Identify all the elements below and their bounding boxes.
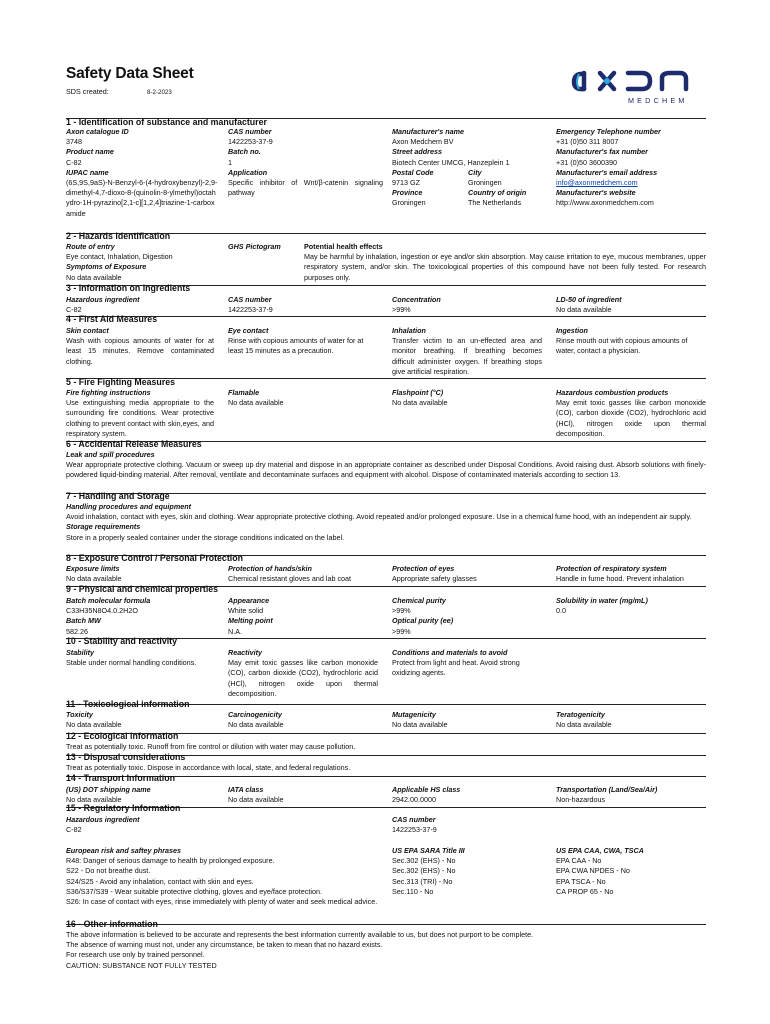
other-info-line: For research use only by trained personnel. bbox=[66, 950, 205, 960]
fire-instructions-label: Fire fighting instructions bbox=[66, 388, 151, 397]
section-3-col-2 bbox=[228, 295, 273, 315]
sara-line: Sec.313 (TRI) - No bbox=[392, 876, 453, 886]
section-6-heading: 6 - Accidental Release Measures bbox=[66, 439, 202, 449]
section-8-col-4 bbox=[556, 564, 684, 584]
section-1-col-1 bbox=[66, 127, 221, 219]
catalogue-value: 3748 bbox=[66, 137, 82, 147]
handling-value: Avoid inhalation, contact with eyes, skin and clothing. Wear appropriate protective clothing. Avoid repeated and/or prolonged exposure. Use in a chemical fume hood, with an independent air supply. bbox=[66, 512, 692, 522]
product-name-value: C-82 bbox=[66, 157, 82, 167]
respiratory-value: Handle in fume hood. Prevent inhalation bbox=[556, 574, 684, 584]
section-8-col-1 bbox=[66, 564, 122, 584]
carcinogenicity-label: Carcinogenicity bbox=[228, 710, 282, 719]
application-label: Application bbox=[228, 167, 268, 177]
manufacturer-label: Manufacturer's name bbox=[392, 127, 465, 136]
leak-value: Wear appropriate protective clothing. Vacuum or sweep up dry material and dispose in an appropriate container as described under Disposal Conditions. Avoid raising dust. Absorb solutions with finely-powdered liquid-binding material. After removal, ventilate and decontaminate surfaces and equipment with alcohol. Dispose of contaminated materials according to section 13. bbox=[66, 460, 706, 480]
caa-block bbox=[556, 846, 644, 897]
hands-value: Chemical resistant gloves and lab coat bbox=[228, 574, 352, 584]
optical-purity-value: >99% bbox=[392, 626, 411, 636]
street-label: Street address bbox=[392, 147, 442, 157]
section-4-col-4 bbox=[556, 326, 708, 357]
section-7-body bbox=[66, 502, 706, 543]
mutagenicity-label: Mutagenicity bbox=[392, 710, 436, 719]
section-16-body bbox=[66, 930, 533, 971]
section-5-col-3 bbox=[392, 388, 448, 408]
sds-created-value: 8-2-2023 bbox=[147, 89, 172, 96]
optical-purity-label: Optical purity (ee) bbox=[392, 616, 454, 626]
fax-value: +31 (0)50 3600390 bbox=[556, 157, 617, 167]
catalogue-label: Axon catalogue ID bbox=[66, 127, 129, 136]
eye-contact-label: Eye contact bbox=[228, 326, 269, 335]
reg-cas-value: 1422253-37-9 bbox=[392, 825, 437, 835]
fire-instructions-value: Use extinguishing media appropriate to the surrounding fire conditions. Wear protective clothing to prevent contact with skin,eyes, and respiratory system. bbox=[66, 398, 214, 438]
product-name-label: Product name bbox=[66, 147, 114, 157]
section-12-heading: 12 - Ecological information bbox=[66, 731, 179, 741]
hs-value: 2942.00.0000 bbox=[392, 795, 436, 805]
page-title: Safety Data Sheet bbox=[66, 65, 194, 82]
stability-label: Stability bbox=[66, 648, 94, 657]
skin-contact-label: Skin contact bbox=[66, 326, 109, 335]
section-10-heading: 10 - Stability and reactivity bbox=[66, 636, 177, 646]
effects-label: Potential health effects bbox=[304, 242, 383, 251]
ld50-label: LD-50 of ingredient bbox=[556, 295, 622, 304]
section-3-heading: 3 - Information on ingredients bbox=[66, 283, 191, 293]
route-value: Eye contact, Inhalation, Digestion bbox=[66, 252, 173, 262]
reactivity-label: Reactivity bbox=[228, 648, 262, 657]
hazardous-label: Hazardous ingredient bbox=[66, 295, 140, 304]
section-6-body bbox=[66, 450, 706, 481]
combustion-label: Hazardous combustion products bbox=[556, 388, 669, 397]
section-1-heading: 1 - Identification of substance and manufacturer bbox=[66, 117, 267, 127]
section-3-col-3 bbox=[392, 295, 441, 315]
section-3-col-4 bbox=[556, 295, 622, 315]
batch-value: 1 bbox=[228, 157, 232, 167]
dot-value: No data available bbox=[66, 795, 122, 805]
emergency-value: +31 (0)50 311 8007 bbox=[556, 137, 619, 147]
iupac-value: (6S,9S,9aS)-N-Benzyl-6-(4-hydroxybenzyl)-2,9-dimethyl-4,7-dioxo-8-(quinolin-8-ylmethyl)octahydro-1H-pyrazino[2,1-c][1,2,4]triazine-1-carboxamide bbox=[66, 178, 218, 218]
other-info-line: CAUTION: SUBSTANCE NOT FULLY TESTED bbox=[66, 960, 217, 970]
iata-label: IATA class bbox=[228, 785, 264, 794]
sara-label: US EPA SARA Title III bbox=[392, 846, 465, 855]
section-9-col-4 bbox=[556, 596, 648, 616]
website-value[interactable]: http://www.axonmedchem.com bbox=[556, 198, 654, 208]
dot-label: (US) DOT shipping name bbox=[66, 785, 151, 794]
section-10-col-1 bbox=[66, 648, 196, 668]
symptoms-value: No data available bbox=[66, 272, 122, 282]
application-value: Specific inhibitor of Wnt/β-catenin signaling pathway bbox=[228, 178, 383, 198]
city-value: Groningen bbox=[468, 177, 502, 187]
section-8-col-2 bbox=[228, 564, 351, 584]
phrase-line: S24/S25 - Avoid any inhalation, contact with skin and eyes. bbox=[66, 876, 254, 886]
section-2-col-1 bbox=[66, 242, 226, 283]
phrase-line: S26: In case of contact with eyes, rinse immediately with plenty of water and seek medical advice. bbox=[66, 897, 378, 907]
reg-cas-label: CAS number bbox=[392, 815, 436, 824]
section-14-col-3 bbox=[392, 785, 460, 805]
section-15-col-3 bbox=[392, 815, 437, 835]
ghs-pictogram-label: GHS Pictogram bbox=[228, 242, 281, 251]
divider bbox=[66, 316, 706, 317]
caa-line: EPA TSCA - No bbox=[556, 876, 606, 886]
section-9-col-2 bbox=[228, 596, 273, 637]
exposure-limits-value: No data available bbox=[66, 574, 122, 584]
ld50-value: No data available bbox=[556, 305, 612, 315]
appearance-value: White solid bbox=[228, 606, 264, 616]
combustion-value: May emit toxic gasses like carbon monoxide (CO), carbon dioxide (CO2), hydrochloric acid (HCl), nitrogen oxide upon thermal decomposition. bbox=[556, 398, 706, 438]
mw-value: 582.26 bbox=[66, 626, 88, 636]
hands-label: Protection of hands/skin bbox=[228, 564, 312, 573]
ingestion-label: Ingestion bbox=[556, 326, 588, 335]
teratogenicity-value: No data available bbox=[556, 720, 612, 730]
ingestion-value: Rinse mouth out with copious amounts of water, contact a physician. bbox=[556, 336, 688, 356]
ecological-value: Treat as potentially toxic. Runoff from fire control or dilution with water may cause pollution. bbox=[66, 742, 356, 751]
reactivity-value: May emit toxic gasses like carbon monoxide (CO), carbon dioxide (CO2), hydrochloric acid (HCl), nitrogen oxide upon thermal decomposition. bbox=[228, 658, 378, 698]
concentration-value: >99% bbox=[392, 305, 411, 315]
sara-line: Sec.110 - No bbox=[392, 886, 434, 896]
sds-created-label: SDS created: bbox=[66, 87, 109, 96]
caa-line: EPA CAA - No bbox=[556, 856, 602, 866]
respiratory-label: Protection of respiratory system bbox=[556, 564, 667, 573]
flashpoint-label: Flashpoint (°C) bbox=[392, 388, 444, 397]
email-label: Manufacturer's email address bbox=[556, 167, 658, 177]
section-7-heading: 7 - Handling and Storage bbox=[66, 491, 170, 501]
caa-line: EPA CWA NPDES - No bbox=[556, 866, 630, 876]
city-label: City bbox=[468, 167, 482, 177]
flamable-value: No data available bbox=[228, 398, 284, 408]
transport-label: Transportation (Land/Sea/Air) bbox=[556, 785, 658, 794]
sara-line: Sec.302 (EHS) - No bbox=[392, 856, 456, 866]
section-15-heading: 15 - Regulatory Information bbox=[66, 803, 181, 813]
section-1-col-3 bbox=[392, 127, 552, 208]
symptoms-label: Symptoms of Exposure bbox=[66, 262, 147, 272]
solubility-value: 0.0 bbox=[556, 606, 566, 616]
transport-value: Non-hazardous bbox=[556, 795, 606, 805]
section-5-col-1 bbox=[66, 388, 214, 439]
eyes-value: Appropriate safety glasses bbox=[392, 574, 477, 584]
section-9-col-3 bbox=[392, 596, 453, 637]
section-9-col-1 bbox=[66, 596, 150, 637]
section-11-col-4 bbox=[556, 710, 612, 730]
section-10-col-2 bbox=[228, 648, 378, 699]
avoid-label: Conditions and materials to avoid bbox=[392, 648, 508, 657]
storage-value: Store in a properly sealed container under the storage conditions indicated on the label. bbox=[66, 532, 345, 542]
toxicity-label: Toxicity bbox=[66, 710, 93, 719]
caa-line: CA PROP 65 - No bbox=[556, 886, 614, 896]
section-4-col-2 bbox=[228, 326, 380, 357]
leak-label: Leak and spill procedures bbox=[66, 450, 155, 459]
section-4-col-3 bbox=[392, 326, 542, 377]
section-1-col-2 bbox=[228, 127, 383, 198]
appearance-label: Appearance bbox=[228, 596, 270, 605]
concentration-label: Concentration bbox=[392, 295, 441, 304]
iupac-label: IUPAC name bbox=[66, 167, 109, 177]
country-value: The Netherlands bbox=[468, 197, 522, 207]
reg-hazardous-label: Hazardous ingredient bbox=[66, 815, 140, 824]
other-info-line: The absence of warning must not, under any circumstance, be taken to mean that no hazard exists. bbox=[66, 940, 383, 950]
section-8-col-3 bbox=[392, 564, 477, 584]
street-value: Biotech Center UMCG, Hanzeplein 1 bbox=[392, 157, 510, 167]
logo-subtext: MEDCHEM bbox=[628, 96, 688, 105]
toxicity-value: No data available bbox=[66, 720, 122, 730]
section-13-heading: 13 - Disposal considerations bbox=[66, 752, 186, 762]
stability-value: Stable under normal handling conditions. bbox=[66, 658, 197, 668]
disposal-value: Treat as potentially toxic. Dispose in accordance with local, state, and federal regulations. bbox=[66, 763, 351, 772]
section-5-col-4 bbox=[556, 388, 706, 439]
manufacturer-value: Axon Medchem BV bbox=[392, 137, 454, 147]
section-15-col-1 bbox=[66, 815, 139, 835]
phrases-label: European risk and saftey phrases bbox=[66, 846, 182, 855]
cas-value: 1422253-37-9 bbox=[228, 305, 273, 315]
phrase-line: S22 - Do not breathe dust. bbox=[66, 866, 151, 876]
axon-logo-icon bbox=[570, 60, 710, 106]
section-9-heading: 9 - Physical and chemical properties bbox=[66, 584, 219, 594]
mw-label: Batch MW bbox=[66, 616, 101, 626]
section-11-col-3 bbox=[392, 710, 448, 730]
teratogenicity-label: Teratogenicity bbox=[556, 710, 605, 719]
province-value: Groningen bbox=[392, 197, 426, 207]
section-4-heading: 4 - First Aid Measures bbox=[66, 314, 158, 324]
solubility-label: Solubility in water (mg/mL) bbox=[556, 596, 648, 605]
section-5-heading: 5 - Fire Fighting Measures bbox=[66, 377, 176, 387]
formula-label: Batch molecular formula bbox=[66, 596, 151, 605]
email-link[interactable]: info@axonmedchem.com bbox=[556, 178, 638, 188]
section-14-col-2 bbox=[228, 785, 284, 805]
carcinogenicity-value: No data available bbox=[228, 720, 284, 730]
flamable-label: Flamable bbox=[228, 388, 260, 397]
section-8-heading: 8 - Exposure Control / Personal Protection bbox=[66, 553, 243, 563]
section-16-heading: 16 - Other information bbox=[66, 919, 158, 929]
effects-value: May be harmful by inhalation, ingestion or eye and/or skin absorption. May cause irritation to eye, mucous membranes, upper respiratory system, and/or skin. The toxicological properties of this compound have not been fully tested. For research purposes only. bbox=[304, 252, 706, 282]
avoid-value: Protect from light and heat. Avoid strong oxidizing agents. bbox=[392, 658, 520, 678]
section-2-col-3 bbox=[304, 242, 706, 283]
website-label: Manufacturer's website bbox=[556, 188, 636, 198]
phrases-block bbox=[66, 846, 377, 907]
formula-value: C33H35N8O4.0.2H2O bbox=[66, 606, 138, 616]
purity-value: >99% bbox=[392, 606, 411, 616]
section-3-col-1 bbox=[66, 295, 139, 315]
postal-value: 9713 GZ bbox=[392, 177, 420, 187]
country-label: Country of origin bbox=[468, 187, 527, 197]
phrase-line: S36/S37/S39 - Wear suitable protective clothing, gloves and eye/face protection. bbox=[66, 886, 322, 896]
axon-logo bbox=[570, 60, 710, 106]
section-10-col-3 bbox=[392, 648, 542, 679]
eye-contact-value: Rinse with copious amounts of water for at least 15 minutes as a precaution. bbox=[228, 336, 364, 356]
route-label: Route of entry bbox=[66, 242, 115, 251]
batch-label: Batch no. bbox=[228, 147, 261, 157]
section-14-heading: 14 - Transport Information bbox=[66, 773, 175, 783]
phrase-line: R48: Danger of serious damage to health by prolonged exposure. bbox=[66, 856, 275, 866]
reg-hazardous-value: C-82 bbox=[66, 825, 82, 835]
fax-label: Manufacturer's fax number bbox=[556, 147, 648, 157]
section-5-col-2 bbox=[228, 388, 284, 408]
handling-label: Handling procedures and equipment bbox=[66, 502, 191, 511]
section-11-heading: 11 - Toxicological information bbox=[66, 699, 190, 709]
cas-label: CAS number bbox=[228, 295, 272, 304]
province-label: Province bbox=[392, 187, 423, 197]
iata-value: No data available bbox=[228, 795, 284, 805]
melting-point-value: N.A. bbox=[228, 626, 242, 636]
section-11-col-1 bbox=[66, 710, 122, 730]
cas-label: CAS number bbox=[228, 127, 272, 136]
section-14-col-4 bbox=[556, 785, 657, 805]
purity-label: Chemical purity bbox=[392, 596, 446, 605]
caa-label: US EPA CAA, CWA, TSCA bbox=[556, 846, 644, 855]
hs-label: Applicable HS class bbox=[392, 785, 461, 794]
hazardous-value: C-82 bbox=[66, 305, 82, 315]
sara-block bbox=[392, 846, 465, 897]
section-4-col-1 bbox=[66, 326, 214, 367]
inhalation-value: Transfer victim to an un-effected area and monitor breathing. If breathing becomes difficult administer oxygen. If breathing stops give artificial respiration. bbox=[392, 336, 542, 376]
section-2-heading: 2 - Hazards identification bbox=[66, 231, 171, 241]
skin-contact-value: Wash with copious amounts of water for at least 15 minutes. Remove contaminated clothing. bbox=[66, 336, 214, 366]
eyes-label: Protection of eyes bbox=[392, 564, 455, 573]
postal-label: Postal Code bbox=[392, 167, 434, 177]
section-1-col-4 bbox=[556, 127, 716, 209]
other-info-line: The above information is believed to be accurate and represents the best information currently available to us, but does not purport to be complete. bbox=[66, 930, 534, 939]
mutagenicity-value: No data available bbox=[392, 720, 448, 730]
section-11-col-2 bbox=[228, 710, 284, 730]
emergency-label: Emergency Telephone number bbox=[556, 127, 661, 136]
sara-line: Sec.302 (EHS) - No bbox=[392, 866, 456, 876]
divider bbox=[66, 924, 706, 925]
storage-label: Storage requirements bbox=[66, 522, 141, 532]
exposure-limits-label: Exposure limits bbox=[66, 564, 120, 573]
melting-point-label: Melting point bbox=[228, 616, 273, 626]
inhalation-label: Inhalation bbox=[392, 326, 426, 335]
cas-value: 1422253-37-9 bbox=[228, 137, 273, 147]
flashpoint-value: No data available bbox=[392, 398, 448, 408]
